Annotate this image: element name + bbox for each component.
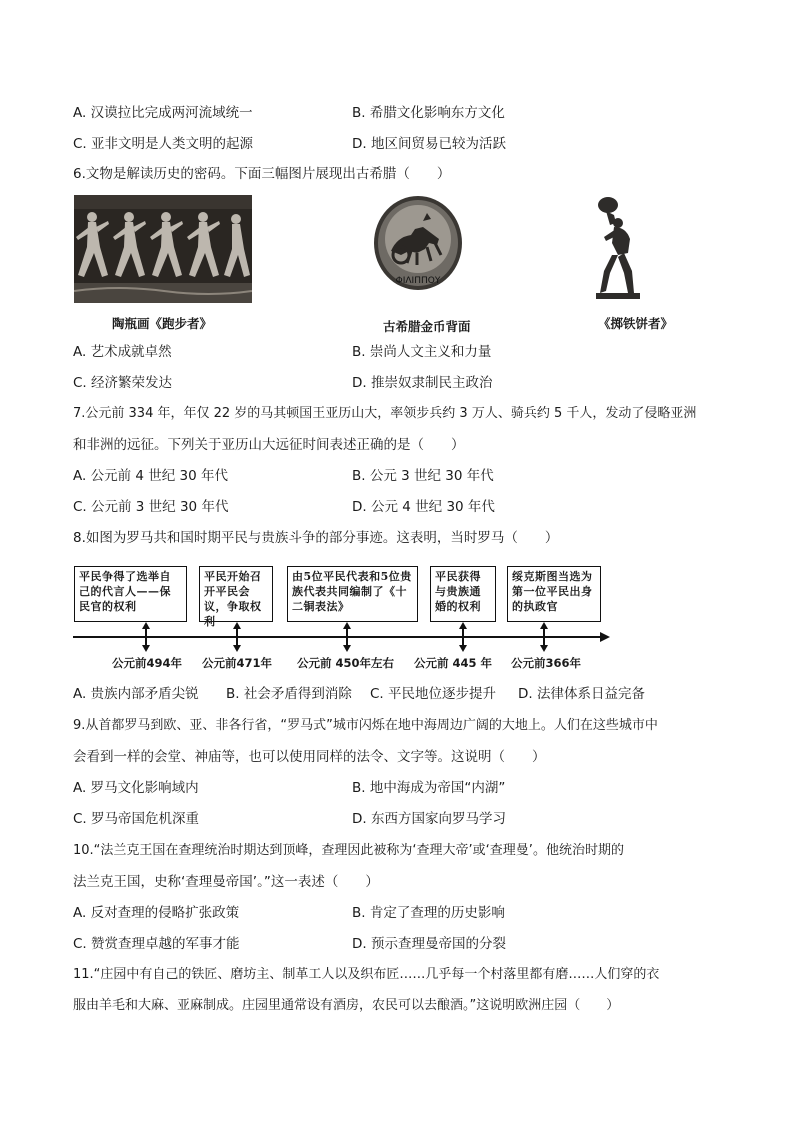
- q6-option-c: C. 经济繁荣发达: [73, 375, 173, 391]
- greek-gold-coin-image: [371, 193, 466, 297]
- timeline-event-box: 平民争得了选举自己的代言人——保民官的权利: [74, 566, 187, 622]
- q9-option-d: D. 东西方国家向罗马学习: [352, 811, 506, 827]
- timeline-pointer: [540, 645, 548, 652]
- q10-option-b: B. 肯定了查理的历史影响: [352, 905, 505, 921]
- q9-stem-line2: 会看到一样的会堂、神庙等，也可以使用同样的法令、文字等。这说明（ ）: [73, 749, 546, 765]
- q9-option-c: C. 罗马帝国危机深重: [73, 811, 200, 827]
- q8-option-c: C. 平民地位逐步提升: [370, 686, 497, 702]
- q7-option-a: A. 公元前 4 世纪 30 年代: [73, 468, 229, 484]
- timeline-event-box: 绥克斯图当选为第一位平民出身的执政官: [507, 566, 601, 622]
- q5-option-a: A. 汉谟拉比完成两河流域统一: [73, 105, 253, 121]
- coin-inscription: ΦΙΛΙΠΠΟΥ: [395, 276, 441, 286]
- q6-stem: 6.文物是解读历史的密码。下面三幅图片展现出古希腊（ ）: [73, 166, 451, 182]
- q7-option-b: B. 公元 3 世纪 30 年代: [352, 468, 494, 484]
- timeline-pointer: [459, 645, 467, 652]
- timeline-pointer: [233, 645, 241, 652]
- q5-option-d: D. 地区间贸易已较为活跃: [352, 136, 506, 152]
- q8-option-a: A. 贵族内部矛盾尖锐: [73, 686, 199, 702]
- timeline-pointer: [343, 645, 351, 652]
- q8-option-d: D. 法律体系日益完备: [518, 686, 645, 702]
- q8-stem: 8.如图为罗马共和国时期平民与贵族斗争的部分事迹。这表明，当时罗马（ ）: [73, 530, 559, 546]
- q10-option-d: D. 预示查理曼帝国的分裂: [352, 936, 506, 952]
- q10-stem-line1: 10.“法兰克王国在查理统治时期达到顶峰，查理因此被称为‘查理大帝’或‘查理曼’。他统治时期的: [73, 843, 624, 858]
- q7-option-c: C. 公元前 3 世纪 30 年代: [73, 499, 229, 515]
- q6-option-a: A. 艺术成就卓然: [73, 344, 172, 360]
- q10-stem-line2: 法兰克王国，史称‘查理曼帝国’。”这一表述（ ）: [73, 874, 379, 890]
- q9-option-a: A. 罗马文化影响域内: [73, 780, 199, 796]
- q7-stem-line1: 7.公元前 334 年，年仅 22 岁的马其顿国王亚历山大，率领步兵约 3 万人、骑兵约 5 千人，发动了侵略亚洲: [73, 406, 697, 421]
- timeline-arrow-icon: [600, 632, 610, 642]
- timeline-date: 公元前494年: [112, 656, 183, 670]
- caption-vase-painting: 陶瓶画《跑步者》: [112, 316, 213, 331]
- q6-option-b: B. 崇尚人文主义和力量: [352, 344, 492, 360]
- timeline-date: 公元前366年: [511, 656, 582, 670]
- vase-painting-runners-image: [74, 195, 252, 303]
- q9-option-b: B. 地中海成为帝国“内湖”: [352, 780, 506, 796]
- q6-option-d: D. 推崇奴隶制民主政治: [352, 375, 493, 391]
- q5-option-b: B. 希腊文化影响东方文化: [352, 105, 505, 121]
- timeline-event-box: 平民获得与贵族通婚的权利: [430, 566, 496, 622]
- timeline-date: 公元前471年: [202, 656, 273, 670]
- q7-option-d: D. 公元 4 世纪 30 年代: [352, 499, 495, 515]
- caption-gold-coin: 古希腊金币背面: [383, 319, 471, 334]
- timeline-event-box: 由5位平民代表和5位贵族代表共同编制了《十二铜表法》: [287, 566, 418, 622]
- q8-option-b: B. 社会矛盾得到消除: [226, 686, 352, 702]
- timeline-date: 公元前 445 年: [414, 656, 493, 670]
- q7-stem-line2: 和非洲的远征。下列关于亚历山大远征时间表述正确的是（ ）: [73, 437, 465, 453]
- q10-option-a: A. 反对查理的侵略扩张政策: [73, 905, 240, 921]
- discus-thrower-image: [594, 193, 650, 305]
- caption-discus-thrower: 《掷铁饼者》: [598, 316, 674, 331]
- q11-stem-line1: 11.“庄园中有自己的铁匠、磨坊主、制革工人以及织布匠……几乎每一个村落里都有磨……人们穿的衣: [73, 967, 660, 982]
- timeline-event-box: 平民开始召开平民会议，争取权利: [199, 566, 273, 622]
- q10-option-c: C. 赞赏查理卓越的军事才能: [73, 936, 240, 952]
- q5-option-c: C. 亚非文明是人类文明的起源: [73, 136, 254, 152]
- q9-stem-line1: 9.从首都罗马到欧、亚、非各行省，“罗马式”城市闪烁在地中海周边广阔的大地上。人们在这些城市中: [73, 718, 658, 733]
- timeline-date: 公元前 450年左右: [297, 656, 395, 670]
- timeline-axis: [73, 636, 603, 638]
- q11-stem-line2: 服由羊毛和大麻、亚麻制成。庄园里通常设有酒房，农民可以去酿酒。”这说明欧洲庄园（ ）: [73, 998, 620, 1013]
- timeline-pointer: [142, 645, 150, 652]
